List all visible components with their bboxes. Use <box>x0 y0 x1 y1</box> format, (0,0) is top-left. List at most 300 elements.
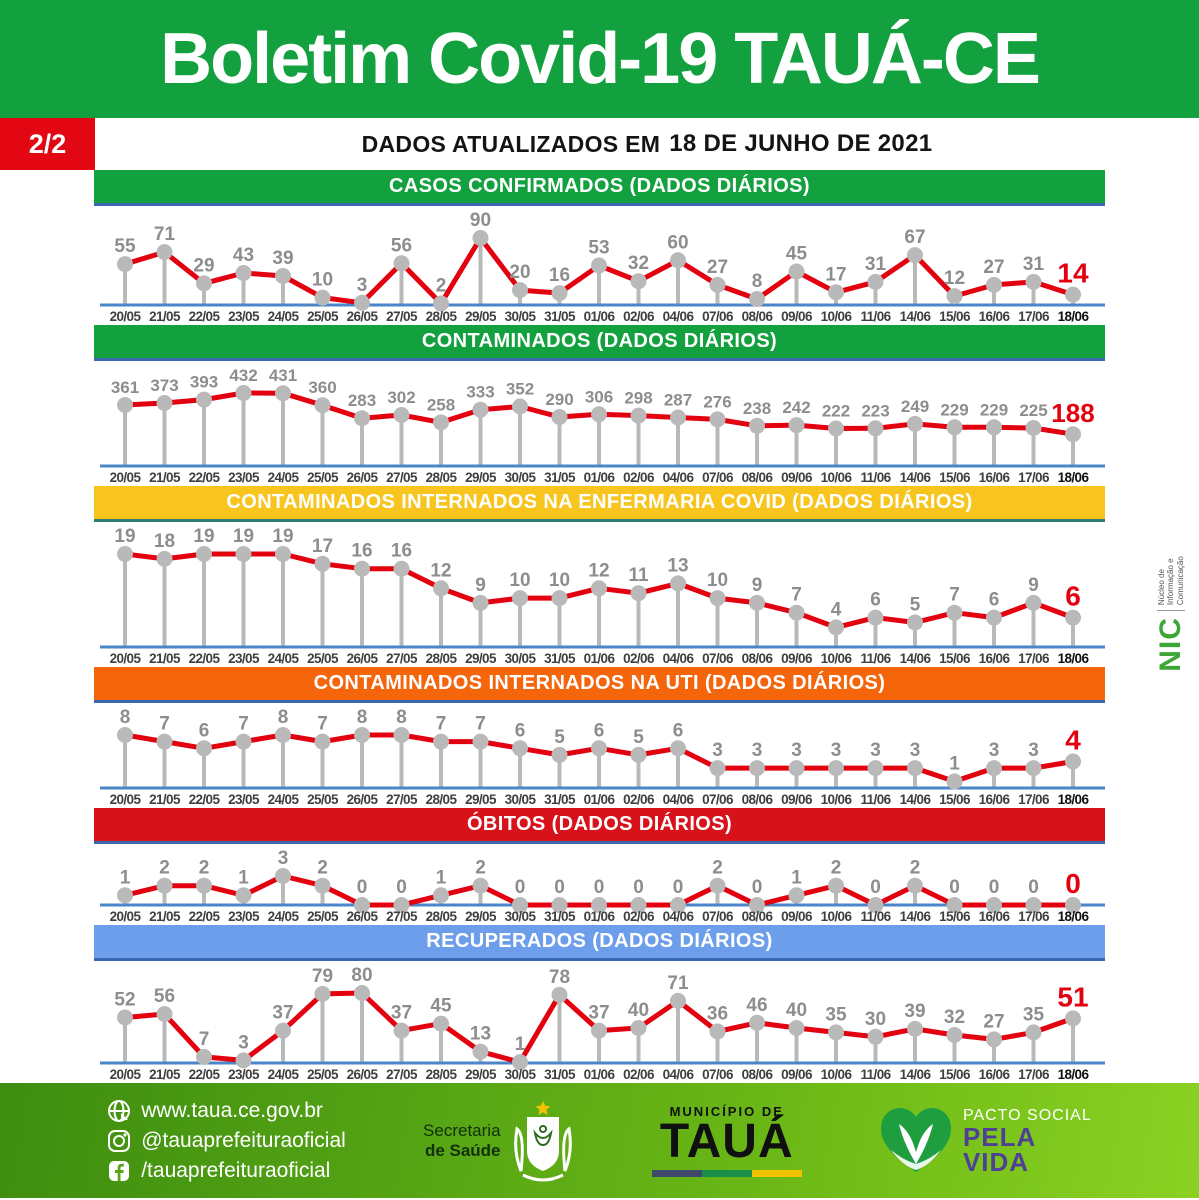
svg-text:3: 3 <box>791 740 802 762</box>
svg-text:22/05: 22/05 <box>188 1067 220 1082</box>
svg-text:37: 37 <box>588 1002 610 1024</box>
svg-text:10/06: 10/06 <box>820 792 852 807</box>
website-text: www.taua.ce.gov.br <box>141 1098 323 1122</box>
svg-text:24/05: 24/05 <box>267 309 299 324</box>
svg-text:26/05: 26/05 <box>346 792 378 807</box>
svg-text:0: 0 <box>514 877 526 898</box>
svg-text:0: 0 <box>870 877 881 898</box>
svg-text:79: 79 <box>311 965 334 987</box>
svg-text:10/06: 10/06 <box>820 909 852 924</box>
social-links <box>107 1099 346 1183</box>
svg-text:20/05: 20/05 <box>109 470 141 485</box>
svg-text:27/05: 27/05 <box>386 309 417 324</box>
svg-text:249: 249 <box>900 396 930 416</box>
svg-text:07/06: 07/06 <box>702 651 733 666</box>
svg-text:11/06: 11/06 <box>860 909 891 924</box>
svg-text:10: 10 <box>509 570 531 592</box>
svg-text:13: 13 <box>469 1023 492 1045</box>
svg-text:3: 3 <box>712 740 723 762</box>
svg-text:26/05: 26/05 <box>346 470 378 485</box>
svg-text:6: 6 <box>593 720 605 742</box>
svg-text:31/05: 31/05 <box>544 792 575 807</box>
svg-text:19: 19 <box>232 526 255 547</box>
svg-text:14/06: 14/06 <box>899 470 931 485</box>
svg-text:16: 16 <box>351 540 373 562</box>
svg-text:7: 7 <box>475 713 486 735</box>
svg-text:8: 8 <box>356 707 368 728</box>
svg-text:17/06: 17/06 <box>1018 309 1049 324</box>
svg-text:04/06: 04/06 <box>662 792 694 807</box>
svg-text:15/06: 15/06 <box>939 651 970 666</box>
svg-text:3: 3 <box>277 848 289 869</box>
svg-text:43: 43 <box>232 245 255 266</box>
chart-canvas <box>0 961 1199 1083</box>
chart-section-casos-confirmados <box>0 170 1199 325</box>
svg-text:0: 0 <box>356 877 368 898</box>
svg-text:31/05: 31/05 <box>544 909 575 924</box>
svg-text:14/06: 14/06 <box>899 651 931 666</box>
svg-text:08/06: 08/06 <box>741 909 773 924</box>
svg-text:17: 17 <box>825 264 847 286</box>
svg-text:02/06: 02/06 <box>623 1067 654 1082</box>
svg-text:20/05: 20/05 <box>109 1067 141 1082</box>
svg-text:09/06: 09/06 <box>781 651 812 666</box>
svg-text:15/06: 15/06 <box>939 309 970 324</box>
svg-text:01/06: 01/06 <box>583 792 615 807</box>
instagram-text: @tauaprefeituraoficial <box>141 1128 346 1152</box>
svg-text:3: 3 <box>751 740 763 762</box>
svg-text:27: 27 <box>983 1011 1005 1033</box>
svg-text:16/06: 16/06 <box>978 792 1010 807</box>
svg-text:0: 0 <box>988 877 1000 898</box>
updated-prefix: DADOS ATUALIZADOS EM <box>361 130 661 157</box>
svg-text:276: 276 <box>703 392 732 412</box>
svg-text:222: 222 <box>821 401 851 421</box>
svg-text:40: 40 <box>785 1000 808 1021</box>
svg-text:10/06: 10/06 <box>820 309 852 324</box>
svg-text:229: 229 <box>940 400 969 420</box>
svg-text:53: 53 <box>588 237 610 259</box>
svg-text:14/06: 14/06 <box>899 909 931 924</box>
svg-text:223: 223 <box>861 401 890 421</box>
svg-text:17/06: 17/06 <box>1018 792 1049 807</box>
chart-header-casos-confirmados: CASOS CONFIRMADOS (DADOS DIÁRIOS) <box>94 170 1105 206</box>
chart-canvas <box>0 844 1199 925</box>
svg-text:432: 432 <box>229 366 258 385</box>
svg-text:8: 8 <box>396 707 407 728</box>
svg-text:2: 2 <box>317 857 328 879</box>
svg-text:1: 1 <box>791 867 802 889</box>
svg-text:12: 12 <box>943 268 966 290</box>
pacto-line2: PELA <box>962 1121 1037 1152</box>
heart-bull-icon <box>879 1106 953 1176</box>
svg-text:20/05: 20/05 <box>109 792 141 807</box>
svg-text:02/06: 02/06 <box>623 470 654 485</box>
chart-canvas <box>0 361 1199 486</box>
svg-text:287: 287 <box>663 390 693 410</box>
globe-icon <box>107 1099 131 1123</box>
svg-text:3: 3 <box>830 740 842 762</box>
svg-text:0: 0 <box>1028 877 1039 898</box>
svg-text:23/05: 23/05 <box>228 309 259 324</box>
svg-text:6: 6 <box>1065 580 1081 612</box>
chart-plot-uti <box>0 703 1199 808</box>
svg-text:04/06: 04/06 <box>662 1067 694 1082</box>
svg-text:25/05: 25/05 <box>307 651 338 666</box>
svg-text:15/06: 15/06 <box>939 1067 970 1082</box>
svg-text:15/06: 15/06 <box>939 470 970 485</box>
svg-text:3: 3 <box>1028 740 1039 762</box>
svg-text:29/05: 29/05 <box>465 909 496 924</box>
svg-text:04/06: 04/06 <box>662 651 694 666</box>
svg-text:4: 4 <box>830 599 842 621</box>
svg-text:18/06: 18/06 <box>1057 470 1089 485</box>
svg-text:29/05: 29/05 <box>465 309 496 324</box>
svg-text:17/06: 17/06 <box>1018 1067 1049 1082</box>
svg-text:393: 393 <box>189 372 219 392</box>
svg-text:0: 0 <box>593 877 605 898</box>
svg-text:26/05: 26/05 <box>346 909 378 924</box>
svg-text:01/06: 01/06 <box>583 651 615 666</box>
svg-text:04/06: 04/06 <box>662 909 694 924</box>
svg-text:60: 60 <box>667 232 689 254</box>
chart-plot-contaminados <box>0 361 1199 486</box>
svg-text:08/06: 08/06 <box>741 1067 773 1082</box>
svg-text:90: 90 <box>469 210 492 231</box>
svg-text:29/05: 29/05 <box>465 1067 496 1082</box>
svg-text:24/05: 24/05 <box>267 1067 299 1082</box>
svg-text:16/06: 16/06 <box>978 651 1010 666</box>
svg-text:9: 9 <box>1028 574 1039 596</box>
svg-text:24/05: 24/05 <box>267 470 299 485</box>
svg-text:6: 6 <box>672 720 684 742</box>
svg-text:18/06: 18/06 <box>1057 651 1089 666</box>
svg-text:17/06: 17/06 <box>1018 470 1049 485</box>
svg-text:09/06: 09/06 <box>781 470 812 485</box>
svg-text:25/05: 25/05 <box>307 1067 338 1082</box>
svg-text:229: 229 <box>979 400 1009 420</box>
svg-text:16: 16 <box>390 540 413 562</box>
svg-text:09/06: 09/06 <box>781 909 812 924</box>
tricolor-bar <box>652 1170 802 1177</box>
svg-text:16: 16 <box>548 265 571 287</box>
svg-text:23/05: 23/05 <box>228 1067 259 1082</box>
svg-text:20/05: 20/05 <box>109 651 141 666</box>
svg-text:31/05: 31/05 <box>544 470 575 485</box>
chart-plot-recuperados <box>0 961 1199 1083</box>
svg-text:04/06: 04/06 <box>662 470 694 485</box>
instagram-row <box>107 1129 346 1153</box>
svg-text:71: 71 <box>153 224 176 246</box>
svg-text:35: 35 <box>1022 1004 1045 1026</box>
svg-text:20/05: 20/05 <box>109 309 141 324</box>
svg-text:25/05: 25/05 <box>307 909 338 924</box>
chart-header-uti: CONTAMINADOS INTERNADOS NA UTI (DADOS DIÁRIOS) <box>94 667 1105 703</box>
svg-text:258: 258 <box>426 395 456 415</box>
svg-text:7: 7 <box>791 584 802 606</box>
svg-text:5: 5 <box>554 726 565 748</box>
svg-text:24/05: 24/05 <box>267 909 299 924</box>
svg-text:0: 0 <box>633 877 644 898</box>
svg-text:31/05: 31/05 <box>544 1067 575 1082</box>
svg-text:1: 1 <box>435 867 447 889</box>
svg-text:02/06: 02/06 <box>623 651 654 666</box>
svg-text:14/06: 14/06 <box>899 792 931 807</box>
svg-text:08/06: 08/06 <box>741 651 773 666</box>
svg-text:0: 0 <box>554 877 565 898</box>
svg-text:7: 7 <box>198 1028 210 1050</box>
chart-header-contaminados: CONTAMINADOS (DADOS DIÁRIOS) <box>94 325 1105 361</box>
svg-text:7: 7 <box>238 713 249 735</box>
svg-text:12: 12 <box>588 560 610 582</box>
svg-text:71: 71 <box>667 972 689 994</box>
svg-text:27/05: 27/05 <box>386 1067 417 1082</box>
svg-text:52: 52 <box>114 989 136 1011</box>
svg-text:16/06: 16/06 <box>978 1067 1010 1082</box>
website-row <box>107 1099 346 1123</box>
svg-text:07/06: 07/06 <box>702 792 733 807</box>
svg-text:27: 27 <box>706 256 729 278</box>
svg-text:14/06: 14/06 <box>899 309 931 324</box>
svg-text:6: 6 <box>988 589 1000 611</box>
updated-date: 18 DE JUNHO DE 2021 <box>669 130 933 157</box>
svg-text:0: 0 <box>949 877 960 898</box>
svg-text:25/05: 25/05 <box>307 792 338 807</box>
svg-text:25/05: 25/05 <box>307 309 338 324</box>
svg-text:3: 3 <box>909 740 921 762</box>
svg-text:306: 306 <box>584 387 614 407</box>
facebook-icon <box>107 1159 131 1183</box>
svg-text:78: 78 <box>548 966 571 988</box>
svg-text:6: 6 <box>870 589 881 611</box>
svg-text:32: 32 <box>627 253 650 275</box>
svg-text:28/05: 28/05 <box>425 309 457 324</box>
svg-text:238: 238 <box>742 398 772 418</box>
svg-text:31/05: 31/05 <box>544 309 575 324</box>
svg-text:30/05: 30/05 <box>504 651 536 666</box>
svg-text:01/06: 01/06 <box>583 909 615 924</box>
secretaria-saude-block <box>423 1099 574 1183</box>
svg-text:08/06: 08/06 <box>741 309 773 324</box>
svg-text:3: 3 <box>238 1032 249 1054</box>
svg-text:9: 9 <box>475 574 486 596</box>
chart-header-recuperados: RECUPERADOS (DADOS DIÁRIOS) <box>94 925 1105 961</box>
svg-text:02/06: 02/06 <box>623 909 654 924</box>
svg-text:07/06: 07/06 <box>702 309 733 324</box>
svg-text:15/06: 15/06 <box>939 792 970 807</box>
svg-text:16/06: 16/06 <box>978 909 1010 924</box>
svg-text:21/05: 21/05 <box>149 909 180 924</box>
municipio-taua-logo <box>652 1104 802 1178</box>
taua-crest-icon <box>511 1099 575 1183</box>
pacto-social-block <box>879 1106 1092 1176</box>
chart-canvas <box>0 703 1199 808</box>
chart-section-enfermaria <box>0 486 1199 667</box>
svg-text:21/05: 21/05 <box>149 792 180 807</box>
svg-text:31/05: 31/05 <box>544 651 575 666</box>
svg-text:11/06: 11/06 <box>860 470 891 485</box>
svg-text:27/05: 27/05 <box>386 470 417 485</box>
svg-text:45: 45 <box>785 243 808 265</box>
svg-text:26/05: 26/05 <box>346 1067 378 1082</box>
svg-text:40: 40 <box>627 1000 650 1021</box>
svg-text:9: 9 <box>751 574 763 596</box>
svg-text:01/06: 01/06 <box>583 1067 615 1082</box>
svg-text:56: 56 <box>390 235 413 257</box>
svg-text:28/05: 28/05 <box>425 1067 457 1082</box>
svg-text:28/05: 28/05 <box>425 909 457 924</box>
pacto-social-text <box>962 1106 1092 1177</box>
svg-text:25/05: 25/05 <box>307 470 338 485</box>
svg-text:1: 1 <box>514 1034 526 1056</box>
svg-text:3: 3 <box>988 740 1000 762</box>
page-number-badge: 2/2 <box>0 118 95 170</box>
svg-text:30/05: 30/05 <box>504 792 536 807</box>
svg-text:11/06: 11/06 <box>860 309 891 324</box>
svg-text:7: 7 <box>159 713 170 735</box>
svg-text:30: 30 <box>864 1008 887 1030</box>
svg-text:24/05: 24/05 <box>267 651 299 666</box>
svg-text:11/06: 11/06 <box>860 1067 891 1082</box>
svg-text:6: 6 <box>514 720 526 742</box>
facebook-text: /tauaprefeituraoficial <box>141 1158 331 1182</box>
svg-text:361: 361 <box>110 378 140 397</box>
svg-text:35: 35 <box>825 1004 847 1026</box>
svg-text:298: 298 <box>624 388 653 408</box>
svg-text:22/05: 22/05 <box>188 909 220 924</box>
svg-text:4: 4 <box>1065 724 1081 756</box>
svg-text:30/05: 30/05 <box>504 1067 536 1082</box>
svg-text:22/05: 22/05 <box>188 470 220 485</box>
svg-text:352: 352 <box>505 379 535 399</box>
svg-text:28/05: 28/05 <box>425 792 457 807</box>
svg-text:10/06: 10/06 <box>820 1067 852 1082</box>
svg-text:37: 37 <box>272 1002 294 1024</box>
svg-text:188: 188 <box>1051 398 1095 429</box>
svg-text:28/05: 28/05 <box>425 651 457 666</box>
svg-text:360: 360 <box>308 378 337 398</box>
svg-text:2: 2 <box>830 857 842 879</box>
svg-text:36: 36 <box>706 1003 729 1025</box>
svg-text:290: 290 <box>545 390 574 409</box>
svg-text:225: 225 <box>1019 401 1048 420</box>
svg-text:11/06: 11/06 <box>860 792 891 807</box>
svg-text:20: 20 <box>509 262 531 284</box>
svg-text:6: 6 <box>198 720 210 742</box>
svg-text:04/06: 04/06 <box>662 309 694 324</box>
svg-text:7: 7 <box>317 713 328 735</box>
svg-text:283: 283 <box>347 391 377 411</box>
svg-text:8: 8 <box>119 707 131 728</box>
top-banner <box>0 0 1199 118</box>
chart-section-contaminados <box>0 325 1199 486</box>
svg-text:22/05: 22/05 <box>188 651 220 666</box>
svg-text:14/06: 14/06 <box>899 1067 931 1082</box>
chart-header-obitos: ÓBITOS (DADOS DIÁRIOS) <box>94 808 1105 844</box>
svg-text:11: 11 <box>628 565 649 587</box>
svg-text:23/05: 23/05 <box>228 909 259 924</box>
svg-text:51: 51 <box>1057 981 1089 1013</box>
svg-text:1: 1 <box>949 753 960 775</box>
svg-text:17: 17 <box>311 535 334 557</box>
svg-text:30/05: 30/05 <box>504 909 536 924</box>
svg-text:10: 10 <box>311 269 334 291</box>
svg-text:22/05: 22/05 <box>188 309 220 324</box>
svg-text:23/05: 23/05 <box>228 651 259 666</box>
sub-header <box>0 118 1199 170</box>
svg-text:8: 8 <box>751 271 763 292</box>
svg-text:56: 56 <box>153 986 176 1007</box>
svg-text:302: 302 <box>387 388 416 407</box>
nic-subtext: Núcleo de Informação e Comunicação <box>1157 556 1185 611</box>
svg-text:16/06: 16/06 <box>978 309 1010 324</box>
svg-text:27: 27 <box>983 256 1005 278</box>
svg-text:07/06: 07/06 <box>702 1067 733 1082</box>
chart-section-recuperados <box>0 925 1199 1083</box>
municipio-label: MUNICÍPIO DE <box>669 1103 784 1119</box>
svg-text:28/05: 28/05 <box>425 470 457 485</box>
svg-text:18/06: 18/06 <box>1057 1067 1089 1082</box>
svg-text:373: 373 <box>150 376 179 395</box>
svg-text:09/06: 09/06 <box>781 1067 812 1082</box>
svg-text:22/05: 22/05 <box>188 792 220 807</box>
svg-text:431: 431 <box>268 366 298 386</box>
svg-text:01/06: 01/06 <box>583 309 615 324</box>
svg-text:07/06: 07/06 <box>702 470 733 485</box>
svg-text:01/06: 01/06 <box>583 470 615 485</box>
svg-text:20/05: 20/05 <box>109 909 141 924</box>
instagram-icon <box>107 1129 131 1153</box>
svg-text:31: 31 <box>1022 253 1045 275</box>
svg-text:0: 0 <box>672 877 684 898</box>
svg-text:7: 7 <box>435 713 447 735</box>
chart-plot-casos-confirmados <box>0 206 1199 325</box>
pacto-line3: VIDA <box>962 1146 1030 1177</box>
svg-text:10/06: 10/06 <box>820 470 852 485</box>
svg-text:45: 45 <box>430 995 452 1017</box>
svg-text:5: 5 <box>633 726 644 748</box>
svg-text:09/06: 09/06 <box>781 792 812 807</box>
municipio-name: TAUÁ <box>659 1114 794 1168</box>
pacto-line1: PACTO SOCIAL <box>962 1106 1092 1124</box>
chart-section-uti <box>0 667 1199 808</box>
svg-text:3: 3 <box>356 274 368 296</box>
svg-text:21/05: 21/05 <box>149 651 180 666</box>
chart-canvas <box>0 522 1199 667</box>
chart-plot-enfermaria <box>0 522 1199 667</box>
svg-text:0: 0 <box>751 877 763 898</box>
svg-text:18/06: 18/06 <box>1057 792 1089 807</box>
svg-text:39: 39 <box>904 1000 926 1022</box>
chart-canvas <box>0 206 1199 325</box>
svg-text:0: 0 <box>1065 868 1081 899</box>
svg-text:333: 333 <box>466 382 495 402</box>
svg-text:26/05: 26/05 <box>346 651 378 666</box>
svg-text:39: 39 <box>272 248 294 269</box>
svg-text:1: 1 <box>238 867 249 889</box>
svg-text:13: 13 <box>667 555 689 577</box>
updated-line <box>95 118 1199 170</box>
svg-text:18/06: 18/06 <box>1057 309 1089 324</box>
svg-text:29/05: 29/05 <box>465 792 496 807</box>
svg-text:30/05: 30/05 <box>504 470 536 485</box>
nic-wordmark: NIC <box>1154 617 1187 672</box>
svg-text:23/05: 23/05 <box>228 792 259 807</box>
svg-text:2: 2 <box>435 275 447 297</box>
svg-text:26/05: 26/05 <box>346 309 378 324</box>
svg-text:23/05: 23/05 <box>228 470 259 485</box>
svg-text:5: 5 <box>909 594 921 616</box>
